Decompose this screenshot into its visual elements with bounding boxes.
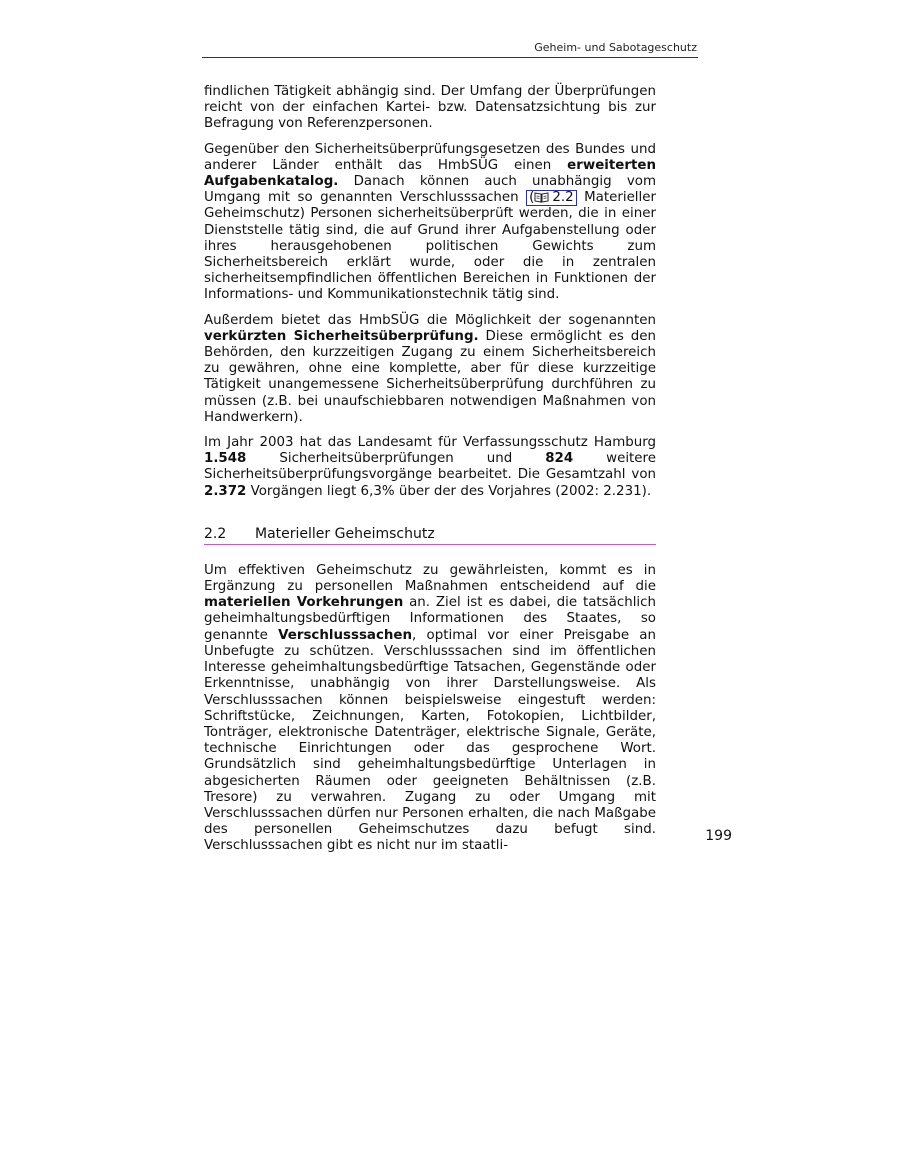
section-number: 2.2 (204, 525, 227, 542)
cross-reference-link[interactable] (526, 190, 577, 206)
paragraph-4-text: Im Jahr 2003 hat das Landesamt für Verfassungsschutz Hamburg (204, 435, 656, 451)
paragraph-4 (204, 435, 656, 500)
emphasis-verschlusssachen: Verschlusssachen (278, 627, 413, 643)
paragraph-1-text: findlichen Tätigkeit abhängig sind. Der Umfang der Überprüfungen reicht von der einfachen Kartei- bzw. Datensatzsichtung bis zur Befragung von Referenzpersonen. (204, 84, 656, 132)
paragraph-5-text: Um effektiven Geheimschutz zu gewährleisten, kommt es in Ergänzung zu personellen Maßnahmen entscheidend auf die (204, 562, 656, 595)
running-header: Geheim- und Sabotageschutz (534, 41, 697, 54)
emphasis-erweiterter-aufgabenkatalog: erweiterten Aufgabenkatalog. (204, 157, 656, 190)
paragraph-2-text: Gegenüber den Sicherheitsüberprüfungsgesetzen des Bundes und anderer Länder enthält das HmbSÜG einen (204, 141, 656, 173)
paragraph-2 (204, 142, 656, 304)
section-heading (204, 525, 656, 545)
stat-value: 2.372 (204, 483, 247, 499)
page-number: 199 (705, 828, 732, 844)
paragraph-4-text: Vorgängen liegt 6,3% über der des Vorjahres (2002: 2.231). (246, 483, 652, 499)
paragraph-3-text: Diese ermöglicht es den Behörden, den kurzzeitigen Zugang zu einem Sicherheitsbereich zu gewähren, ohne eine komplette, aber für diese kurzzeitige Tätigkeit unangemessene Sicherheitsüberprüfung durchführen zu müssen (z.B. bei unaufschiebbaren notwendigen Maßnahmen von Handwerkern). (204, 328, 656, 425)
paragraph-5-text: an. Ziel ist es dabei, die tatsächlich geheimhaltungsbedürftigen Informationen des Staates, so genannte (204, 595, 656, 643)
paragraph-5-text: , optimal vor einer Preisgabe an Unbefugte zu schützen. Verschlusssachen sind im öffentlichen Interesse geheimhaltungsbedürftige Tatsachen, Gegenstände oder Erkenntnisse, unabhängig von ihrer Darstellungsweise. Als Verschlusssachen können beispielsweise eingestuft werden: Schriftstücke, Zeichnungen, Karten, Fotokopien, Lichtbilder, Tonträger, elektronische Datenträger, elektrische Signale, Geräte, technische Einrichtungen oder das gesprochene Wort. Grundsätzlich sind geheimhaltungsbedürftige Unterlagen in abgesicherten Räumen oder geeigneten Behältnissen (z.B. Tresore) zu verwahren. Zugang zu oder Umgang mit Verschlusssachen dürfen nur Personen erhalten, die nach Maßgabe des personellen Geheimschutzes dazu befugt sind. Verschlusssachen gibt es nicht nur im staatli- (204, 627, 656, 854)
emphasis-verkuerzte-pruefung: verkürzten Sicherheitsüberprüfung. (204, 328, 479, 344)
book-icon (534, 191, 549, 203)
cross-reference-paren: ( (529, 190, 535, 206)
paragraph-3-text: Außerdem bietet das HmbSÜG die Möglichkeit der sogenannten (204, 312, 656, 328)
paragraph-4-text: Sicherheitsüberprüfungen und (246, 451, 546, 467)
paragraph-3 (204, 313, 656, 426)
header-rule (202, 57, 698, 58)
paragraph-5 (204, 563, 656, 855)
stat-value: 824 (545, 451, 574, 467)
paragraph-4-text: weitere Sicherheitsüberprüfungsvorgänge bearbeitet. Die Gesamtzahl von (204, 451, 656, 483)
paragraph-2-text: Materieller Geheimschutz) Personen sicherheitsüberprüft werden, die in einer Dienststelle tätig sind, die auf Grund ihrer Aufgabenstellung oder ihres herausgehobenen politischen Gewichts zum Sicherheitsbereich erklärt wurde, oder die in zentralen sicherheitsempfindlichen öffentlichen Bereichen in Funktionen der Informations- und Kommunikationstechnik tätig sind. (204, 190, 656, 303)
paragraph-1 (204, 84, 656, 133)
stat-value: 1.548 (204, 451, 247, 467)
emphasis-materielle-vorkehrungen: materiellen Vorkehrungen (204, 595, 404, 611)
cross-reference-number: 2.2 (552, 190, 574, 206)
section-title: Materieller Geheimschutz (255, 525, 435, 542)
page-body (204, 84, 656, 864)
paragraph-2-text: Danach können auch unabhängig vom Umgang mit so genannten Verschlusssachen (204, 174, 656, 206)
